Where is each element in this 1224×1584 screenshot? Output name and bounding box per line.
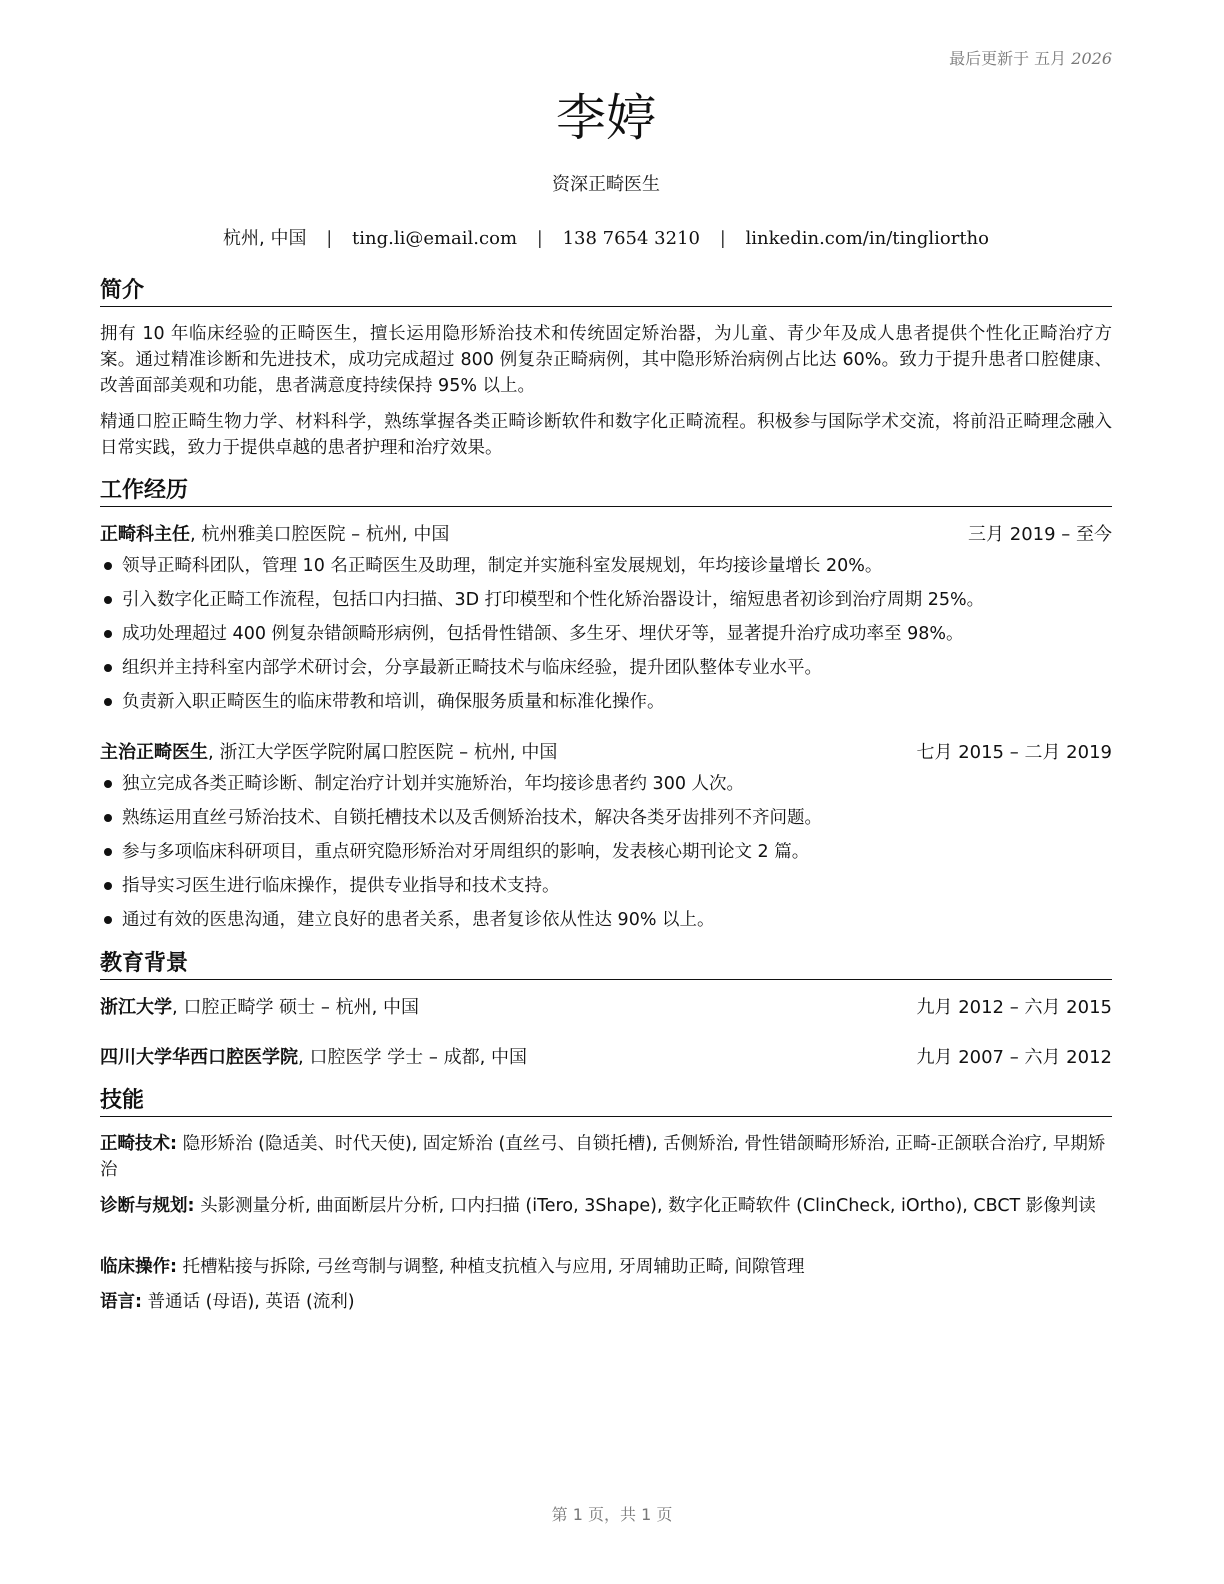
section-skills-heading: 技能 <box>100 1088 1112 1117</box>
list-item <box>100 553 1112 587</box>
contact-separator: | <box>326 228 333 249</box>
job-bullets <box>100 771 1112 941</box>
last-updated-year: 2026 <box>1071 49 1112 68</box>
list-item <box>100 805 1112 839</box>
last-updated-month: 五月 <box>1034 49 1067 68</box>
last-updated-label: 最后更新于 <box>949 49 1030 68</box>
last-updated <box>949 46 1112 69</box>
list-item <box>100 771 1112 805</box>
bullet-text: 独立完成各类正畸诊断、制定治疗计划并实施矫治，年均接诊患者约 300 人次。 <box>122 774 745 794</box>
list-item <box>100 689 1112 723</box>
list-item <box>100 907 1112 941</box>
section-experience-heading: 工作经历 <box>100 478 1112 507</box>
contact-phone: 138 7654 3210 <box>562 228 700 249</box>
bullet-icon <box>104 664 112 672</box>
job-date: 七月 2015 – 二月 2019 <box>916 742 1112 763</box>
list-item <box>100 655 1112 689</box>
list-item <box>100 873 1112 907</box>
education-date: 九月 2007 – 六月 2012 <box>916 1047 1112 1068</box>
job-bullets <box>100 553 1112 723</box>
skill-value: 普通话 (母语), 英语 (流利) <box>142 1292 355 1312</box>
job-title: 资深正畸医生 <box>552 174 660 195</box>
job-date: 三月 2019 – 至今 <box>968 524 1112 545</box>
bullet-icon <box>104 916 112 924</box>
bullet-text: 领导正畸科团队，管理 10 名正畸医生及助理，制定并实施科室发展规划，年均接诊量增长 20%。 <box>122 556 883 576</box>
bullet-text: 成功处理超过 400 例复杂错颌畸形病例，包括骨性错颌、多生牙、埋伏牙等，显著提升治疗成功率至 98%。 <box>122 624 964 644</box>
bullet-icon <box>104 630 112 638</box>
bullet-icon <box>104 780 112 788</box>
contact-location: 杭州, 中国 <box>223 228 307 249</box>
job-role: 主治正畸医生 <box>100 742 208 763</box>
list-item <box>100 839 1112 873</box>
job-org: , 浙江大学医学院附属口腔医院 – 杭州, 中国 <box>208 742 558 763</box>
job-org: , 杭州雅美口腔医院 – 杭州, 中国 <box>190 524 450 545</box>
bullet-icon <box>104 814 112 822</box>
contact-separator: | <box>536 228 543 249</box>
skill-value: 头影测量分析, 曲面断层片分析, 口内扫描 (iTero, 3Shape), 数字化正畸软件 (ClinCheck, iOrtho), CBCT 影像判读 <box>194 1196 1096 1216</box>
skill-line <box>100 1289 1112 1315</box>
education-entry <box>100 1045 1112 1071</box>
skill-value: 托槽粘接与拆除, 弓丝弯制与调整, 种植支抗植入与应用, 牙周辅助正畸, 间隙管理 <box>177 1257 805 1277</box>
school-name: 四川大学华西口腔医学院 <box>100 1047 298 1068</box>
bullet-icon <box>104 698 112 706</box>
bullet-text: 熟练运用直丝弓矫治技术、自锁托槽技术以及舌侧矫治技术，解决各类牙齿排列不齐问题。 <box>122 808 822 828</box>
summary-paragraph-1: 拥有 10 年临床经验的正畸医生，擅长运用隐形矫治技术和传统固定矫治器，为儿童、青少年及成人患者提供个性化正畸治疗方案。通过精准诊断和先进技术，成功完成超过 800 例复杂正畸病例，其中隐形矫治病例占比达 60%。致力于提升患者口腔健康、改善面部美观和功能，患者满意度持续保持 95% 以上。 <box>100 324 1112 396</box>
contact-line <box>100 224 1112 250</box>
skill-value: 隐形矫治 (隐适美、时代天使), 固定矫治 (直丝弓、自锁托槽), 舌侧矫治, 骨性错颌畸形矫治, 正畸-正颌联合治疗, 早期矫治 <box>100 1134 1106 1180</box>
list-item <box>100 587 1112 621</box>
degree-detail: , 口腔医学 学士 – 成都, 中国 <box>298 1047 528 1068</box>
education-entry <box>100 995 1112 1021</box>
contact-linkedin[interactable]: linkedin.com/in/tingliortho <box>745 228 989 249</box>
bullet-text: 参与多项临床科研项目，重点研究隐形矫治对牙周组织的影响，发表核心期刊论文 2 篇。 <box>122 842 810 862</box>
job-header <box>100 740 1112 766</box>
bullet-text: 指导实习医生进行临床操作，提供专业指导和技术支持。 <box>122 876 560 896</box>
skill-key: 临床操作: <box>100 1257 177 1277</box>
skill-line <box>100 1254 1112 1280</box>
skill-key: 诊断与规划: <box>100 1196 195 1216</box>
job-header <box>100 522 1112 548</box>
summary-paragraph-2: 精通口腔正畸生物力学、材料科学，熟练掌握各类正畸诊断软件和数字化正畸流程。积极参与国际学术交流，将前沿正畸理念融入日常实践，致力于提供卓越的患者护理和治疗效果。 <box>100 412 1112 458</box>
contact-separator: | <box>719 228 726 249</box>
school-name: 浙江大学 <box>100 997 172 1018</box>
skill-key: 正畸技术: <box>100 1134 177 1154</box>
person-name: 李婷 <box>556 89 656 147</box>
contact-email[interactable]: ting.li@email.com <box>352 228 518 249</box>
skill-line <box>100 1193 1112 1219</box>
bullet-text: 负责新入职正畸医生的临床带教和培训，确保服务质量和标准化操作。 <box>122 692 665 712</box>
bullet-icon <box>104 562 112 570</box>
skill-key: 语言: <box>100 1292 142 1312</box>
bullet-icon <box>104 596 112 604</box>
bullet-text: 通过有效的医患沟通，建立良好的患者关系，患者复诊依从性达 90% 以上。 <box>122 910 715 930</box>
section-education-heading: 教育背景 <box>100 951 1112 980</box>
bullet-text: 组织并主持科室内部学术研讨会，分享最新正畸技术与临床经验，提升团队整体专业水平。 <box>122 658 822 678</box>
section-summary-heading: 简介 <box>100 278 1112 307</box>
bullet-icon <box>104 882 112 890</box>
list-item <box>100 621 1112 655</box>
skill-line <box>100 1131 1112 1183</box>
job-role: 正畸科主任 <box>100 524 190 545</box>
degree-detail: , 口腔正畸学 硕士 – 杭州, 中国 <box>172 997 420 1018</box>
bullet-icon <box>104 848 112 856</box>
bullet-text: 引入数字化正畸工作流程，包括口内扫描、3D 打印模型和个性化矫治器设计，缩短患者初诊到治疗周期 25%。 <box>122 590 985 610</box>
page-footer: 第 1 页，共 1 页 <box>551 1505 673 1524</box>
education-date: 九月 2012 – 六月 2015 <box>916 997 1112 1018</box>
